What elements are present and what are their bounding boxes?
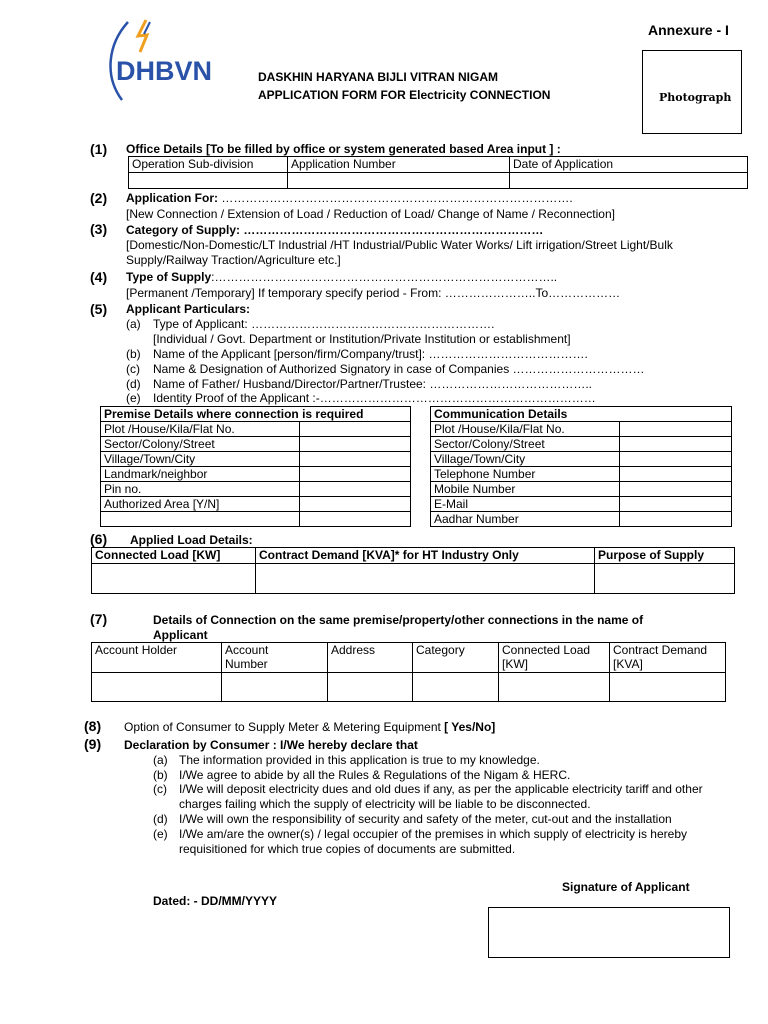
section-3-number: (3) xyxy=(90,221,108,237)
communication-row-label: Mobile Number xyxy=(431,482,620,497)
col-label: [KW] xyxy=(502,657,528,671)
photograph-box xyxy=(642,50,742,134)
section-5-number: (5) xyxy=(90,301,108,317)
applicant-item-b-text[interactable]: Name of the Applicant [person/firm/Company/trust]: …………………………………. xyxy=(153,347,588,361)
communication-row-field[interactable] xyxy=(620,497,732,512)
field-account-number[interactable] xyxy=(222,673,328,702)
col-category xyxy=(413,643,499,673)
applicant-item-c-key: (c) xyxy=(126,362,140,376)
application-for-label: Application For: xyxy=(126,191,222,205)
col-operation-subdivision: Operation Sub-division xyxy=(129,157,288,173)
premise-row-field[interactable] xyxy=(300,422,411,437)
form-title: APPLICATION FORM FOR Electricity CONNECTION xyxy=(258,88,551,102)
org-name: DASKHIN HARYANA BIJLI VITRAN NIGAM xyxy=(258,70,499,84)
col-label: [KVA] xyxy=(613,657,643,671)
premise-row-label xyxy=(101,512,300,527)
section-7-title-line-2: Applicant xyxy=(153,628,208,642)
communication-details-table xyxy=(430,406,732,527)
premise-row-label: Landmark/neighbor xyxy=(101,467,300,482)
field-account-holder[interactable] xyxy=(92,673,222,702)
communication-details-title: Communication Details xyxy=(431,407,732,422)
declaration-title: Declaration by Consumer : I/We hereby declare that xyxy=(124,738,418,752)
section-4-number: (4) xyxy=(90,269,108,285)
premise-row-field[interactable] xyxy=(300,497,411,512)
section-1-title: Office Details [To be filled by office or system generated based Area input ] : xyxy=(126,142,561,156)
field-address[interactable] xyxy=(328,673,413,702)
metering-option-choice[interactable]: [ Yes/No] xyxy=(444,720,496,734)
premise-row-field[interactable] xyxy=(300,452,411,467)
communication-row-label: Aadhar Number xyxy=(431,512,620,527)
application-for-options: [New Connection / Extension of Load / Reduction of Load/ Change of Name / Reconnection] xyxy=(126,207,615,221)
premise-row-label: Sector/Colony/Street xyxy=(101,437,300,452)
declaration-item-e-text-2: requisitioned for which true copies of documents are submitted. xyxy=(179,842,516,856)
col-address xyxy=(328,643,413,673)
col-account-number xyxy=(222,643,328,673)
communication-row-field[interactable] xyxy=(620,452,732,467)
declaration-item-c-text: I/We will deposit electricity dues and old dues if any, as per the applicable electricity tariff and other xyxy=(179,782,703,796)
declaration-item-e-text: I/We am/are the owner(s) / legal occupier of the premises in which supply of electricity is hereby xyxy=(179,827,687,841)
declaration-item-a-key: (a) xyxy=(153,753,168,767)
declaration-item-d-key: (d) xyxy=(153,812,168,826)
declaration-item-c-text-2: charges failing which the supply of electricity will be liable to be disconnected. xyxy=(179,797,591,811)
office-details-table xyxy=(128,156,748,189)
applicant-item-e-text[interactable]: Identity Proof of the Applicant :-…………………………………………………………… xyxy=(153,391,596,405)
dated-field[interactable]: Dated: - DD/MM/YYYY xyxy=(153,894,278,908)
field-application-number[interactable] xyxy=(288,173,510,189)
premise-row-field[interactable] xyxy=(300,437,411,452)
col-connected-load xyxy=(499,643,610,673)
declaration-item-a-text: The information provided in this application is true to my knowledge. xyxy=(179,753,540,767)
section-1-number: (1) xyxy=(90,141,108,157)
col-label: Contract Demand xyxy=(613,643,708,657)
logo-text: DHBVN xyxy=(116,56,213,86)
section-7-title-line-1: Details of Connection on the same premise/property/other connections in the name of xyxy=(153,613,644,627)
applicant-item-b-key: (b) xyxy=(126,347,141,361)
applicant-item-c-text[interactable]: Name & Designation of Authorized Signatory in case of Companies …………………………… xyxy=(153,362,645,376)
applicant-item-a-text[interactable]: Type of Applicant: ……………………………………………………. xyxy=(153,317,495,331)
col-label: Account xyxy=(225,643,269,657)
category-of-supply-label[interactable]: Category of Supply: ………………………………………………………………… xyxy=(126,223,544,237)
col-application-number: Application Number xyxy=(288,157,510,173)
col-label: Account Holder xyxy=(95,643,178,657)
declaration-item-e-key: (e) xyxy=(153,827,168,841)
communication-row-field[interactable] xyxy=(620,482,732,497)
field-connected-load[interactable] xyxy=(92,564,256,594)
applicant-item-d-key: (d) xyxy=(126,377,141,391)
col-contract-demand xyxy=(610,643,726,673)
declaration-item-b-text: I/We agree to abide by all the Rules & Regulations of the Nigam & HERC. xyxy=(179,768,571,782)
section-8-line xyxy=(124,720,495,734)
annexure-label: Annexure - I xyxy=(648,22,729,38)
applicant-particulars-title: Applicant Particulars: xyxy=(126,302,251,316)
communication-row-label: Village/Town/City xyxy=(431,452,620,467)
col-connected-load: Connected Load [KW] xyxy=(92,548,256,564)
premise-row-label: Pin no. xyxy=(101,482,300,497)
field-connected-load[interactable] xyxy=(499,673,610,702)
col-label: Connected Load xyxy=(502,643,591,657)
col-purpose-of-supply: Purpose of Supply xyxy=(595,548,735,564)
communication-row-field[interactable] xyxy=(620,512,732,527)
premise-row-field[interactable] xyxy=(300,512,411,527)
section-2-label-line xyxy=(126,191,573,205)
communication-row-field[interactable] xyxy=(620,467,732,482)
field-operation-subdivision[interactable] xyxy=(129,173,288,189)
communication-row-label: Telephone Number xyxy=(431,467,620,482)
field-date-of-application[interactable] xyxy=(510,173,748,189)
col-account-holder xyxy=(92,643,222,673)
col-label: Address xyxy=(331,643,376,657)
section-4-label-line xyxy=(126,270,557,284)
premise-details-table xyxy=(100,406,411,527)
category-options-line-1: [Domestic/Non-Domestic/LT Industrial /HT Industrial/Public Water Works/ Lift irrigation/Street Light/Bulk xyxy=(126,238,673,252)
field-contract-demand[interactable] xyxy=(256,564,595,594)
section-2-number: (2) xyxy=(90,190,108,206)
communication-row-label: Sector/Colony/Street xyxy=(431,437,620,452)
communication-row-field[interactable] xyxy=(620,437,732,452)
col-label: Category xyxy=(416,643,465,657)
premise-row-label: Authorized Area [Y/N] xyxy=(101,497,300,512)
declaration-item-c-key: (c) xyxy=(153,782,167,796)
section-8-number: (8) xyxy=(84,718,102,734)
communication-row-field[interactable] xyxy=(620,422,732,437)
col-date-of-application: Date of Application xyxy=(510,157,748,173)
section-6-number: (6) xyxy=(90,531,108,547)
declaration-item-d-text: I/We will own the responsibility of security and safety of the meter, cut-out and the installation xyxy=(179,812,672,826)
application-for-field[interactable]: ……………………………………………………………………………. xyxy=(221,191,573,205)
applicant-item-a-options: [Individual / Govt. Department or Institution/Private Institution or establishment] xyxy=(153,332,571,346)
col-label: Number xyxy=(225,657,268,671)
premise-row-field[interactable] xyxy=(300,482,411,497)
photograph-label: Photograph xyxy=(659,91,732,104)
logo xyxy=(100,14,213,106)
type-of-supply-field[interactable]: :………………………………………………………………………….. xyxy=(211,270,558,284)
applicant-item-d-text[interactable]: Name of Father/ Husband/Director/Partner/Trustee: ………………………………….. xyxy=(153,377,593,391)
communication-row-label: E-Mail xyxy=(431,497,620,512)
signature-box[interactable] xyxy=(488,907,730,958)
applicant-item-a-key: (a) xyxy=(126,317,141,331)
signature-label: Signature of Applicant xyxy=(562,880,690,894)
field-contract-demand[interactable] xyxy=(610,673,726,702)
premise-details-title: Premise Details where connection is required xyxy=(101,407,411,422)
type-of-supply-options: [Permanent /Temporary] If temporary specify period - From: …………………..To……………… xyxy=(126,286,621,300)
col-contract-demand: Contract Demand [KVA]* for HT Industry Only xyxy=(256,548,595,564)
type-of-supply-label: Type of Supply xyxy=(126,270,212,284)
field-purpose-of-supply[interactable] xyxy=(595,564,735,594)
premise-row-label: Village/Town/City xyxy=(101,452,300,467)
existing-connections-table xyxy=(91,642,726,702)
metering-option-text: Option of Consumer to Supply Meter & Metering Equipment xyxy=(124,720,445,734)
applicant-item-e-key: (e) xyxy=(126,391,141,405)
communication-row-label: Plot /House/Kila/Flat No. xyxy=(431,422,620,437)
applied-load-table xyxy=(91,547,735,594)
premise-row-field[interactable] xyxy=(300,467,411,482)
declaration-item-b-key: (b) xyxy=(153,768,168,782)
section-7-number: (7) xyxy=(90,611,108,627)
field-category[interactable] xyxy=(413,673,499,702)
applied-load-title: Applied Load Details: xyxy=(130,533,253,547)
category-options-line-2: Supply/Railway Traction/Agriculture etc.] xyxy=(126,253,341,267)
premise-row-label: Plot /House/Kila/Flat No. xyxy=(101,422,300,437)
section-9-number: (9) xyxy=(84,736,102,752)
